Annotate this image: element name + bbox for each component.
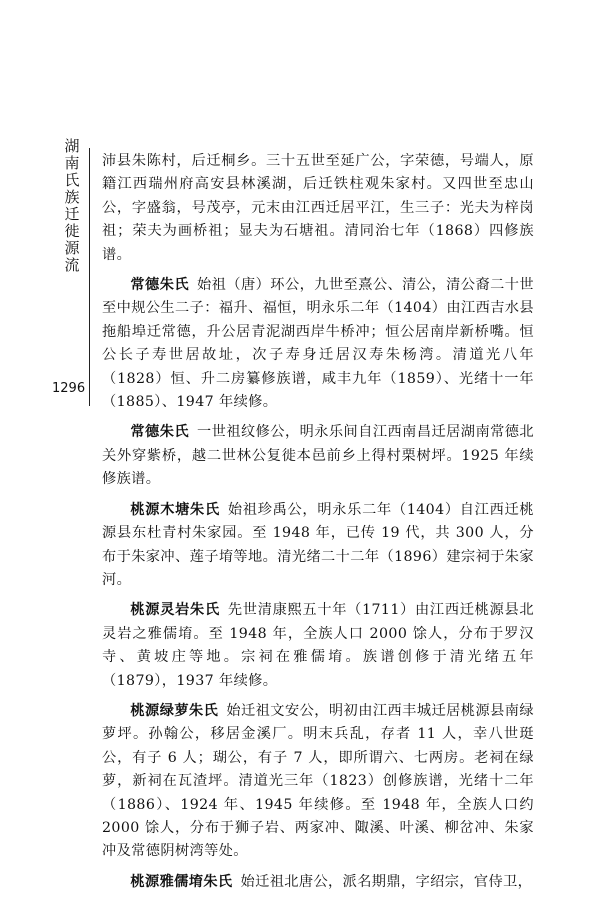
entry-heading: 常德朱氏 bbox=[130, 277, 190, 294]
body-text bbox=[102, 150, 534, 894]
entry-heading: 桃源雅儒堉朱氏 bbox=[130, 873, 233, 890]
entry-heading: 桃源木塘朱氏 bbox=[130, 501, 220, 518]
paragraph bbox=[102, 599, 534, 693]
entry-heading: 桃源灵岩朱氏 bbox=[130, 602, 220, 619]
paragraph bbox=[102, 274, 534, 414]
paragraph-text: 沛县朱陈村，后迁桐乡。三十五世至延广公，字荣德，号端人，原籍江西瑞州府高安县林溪湖，后迁铁柱观朱家村。又四世至忠山公，字盛翁，号茂亭，元末由江西迁居平江，生三子：光夫为梓岗祖；荣夫为画桥祖；显夫为石塘祖。清同治七年（1868）四修族谱。 bbox=[102, 153, 534, 263]
paragraph-text: 始祖（唐）环公，九世至熹公、清公，清公裔二十世至中规公生二子：福升、福恒，明永乐二年（1404）由江西吉水县拖船埠迁常德，升公居青泥湖西岸牛桥冲；恒公居南岸新桥嘴。恒公长子寿世居故址，次子寿身迁居汉寿朱杨湾。清道光八年（1828）恒、升二房纂修族谱，咸丰九年（1859）、光绪十一年（1885）、1947 年续修。 bbox=[102, 277, 534, 411]
paragraph-text: 先世清康熙五十年（1711）由江西迁桃源县北灵岩之雅儒堉。至 1948 年，全族人口 2000 馀人，分布于罗汉寺、黄坡庄等地。宗祠在雅儒堉。族谱创修于清光绪五年（1879），1937 年续修。 bbox=[102, 602, 534, 689]
page-number: 1296 bbox=[52, 381, 86, 396]
entry-heading: 桃源绿萝朱氏 bbox=[130, 702, 219, 719]
paragraph bbox=[102, 421, 534, 491]
paragraph bbox=[102, 871, 534, 894]
margin-rule bbox=[89, 148, 90, 406]
paragraph bbox=[102, 150, 534, 267]
paragraph-text: 一世祖纹修公，明永乐间自江西南昌迁居湖南常德北关外穿紫桥，越二世林公复徙本邑前乡上得村栗树坪。1925 年续修族谱。 bbox=[102, 424, 534, 488]
paragraph bbox=[102, 499, 534, 593]
paragraph-text: 始祖珍禹公，明永乐二年（1404）自江西迁桃源县东杜青村朱家园。至 1948 年，已传 19 代，共 300 人，分布于朱家冲、莲子堉等地。清光绪二十二年（1896）建宗祠于朱家河。 bbox=[102, 501, 534, 588]
paragraph bbox=[102, 700, 534, 864]
paragraph-text: 始迁祖文安公，明初由江西丰城迁居桃源县南绿萝坪。孙翰公，移居金溪厂。明末兵乱，存者 11 人，幸八世珽公，有子 6 人；瑚公，有子 7 人，即所谓六、七两房。老祠在绿萝，新祠在瓦渣坪。清道光三年（1823）创修族谱，光绪十二年（1886）、1924 年、1945 年续修。至 1948 年，全族人口约 2000 馀人，分布于狮子岩、两家冲、陬溪、叶溪、柳岔冲、朱家冲及常德阴树湾等处。 bbox=[102, 702, 535, 860]
paragraph-text: 始迁祖北唐公，派名期鼎，字绍宗，官侍卫， bbox=[240, 873, 533, 890]
entry-heading: 常德朱氏 bbox=[130, 424, 190, 441]
running-title: 湖南氏族迁徙源流 bbox=[64, 137, 80, 274]
